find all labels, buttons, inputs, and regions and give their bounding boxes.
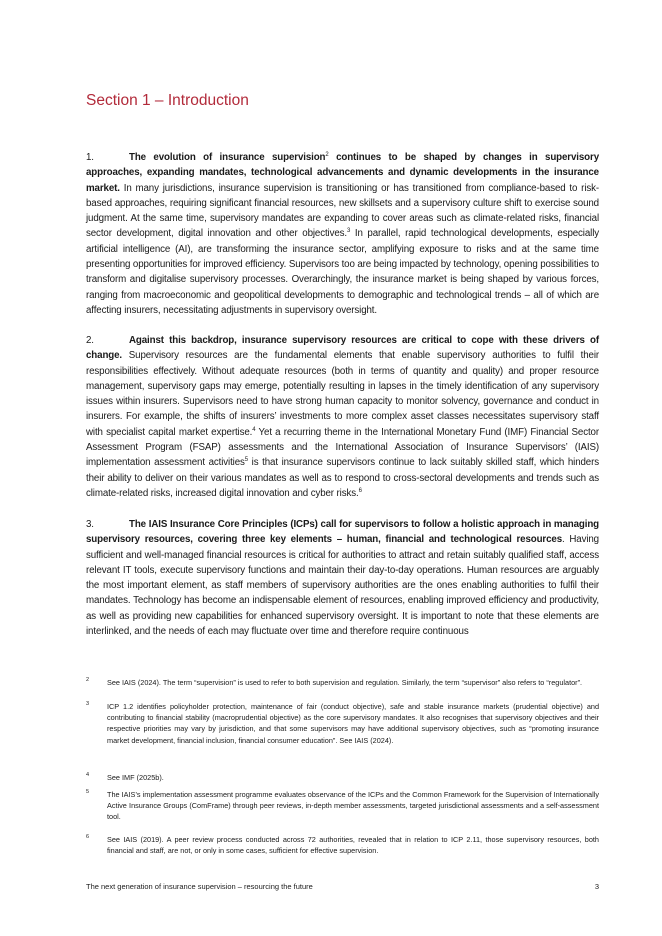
footnote-number: 6 — [86, 834, 90, 840]
paragraph-text: Supervisory resources are the fundamental elements that enable supervisory authorities to fulfil their responsibilities effectively. Without adequate resources (both in terms of quantity and quality) and proper resource management, supervisory gaps may emerge, potentially resulting in lapses in the timely identification of any supervisory issues within insurers. Supervisors need to have strong human capacity to monitor solvency, governance and conduct in insurers. For example, the shifts of insurers’ investments to more complex asset classes necessitates supervisory staff with specialist capital market expertise. — [86, 350, 599, 438]
footnote-number: 4 — [86, 772, 90, 778]
footnote-ref[interactable]: 3 — [347, 228, 351, 235]
bold-lead: Against this backdrop, insurance supervisory resources are critical to cope with these drivers of change. — [86, 335, 599, 362]
footnote-text: See IMF (2025b). — [107, 773, 164, 782]
paragraph-number: 3. — [86, 519, 94, 530]
footnote-6 — [86, 834, 599, 856]
bold-lead: continues to be shaped by changes in supervisory approaches, expanding mandates, technological advancements and dynamic developments in the insurance market. — [86, 152, 599, 194]
paragraph-number: 2. — [86, 335, 94, 346]
bold-lead: The IAIS Insurance Core Principles (ICPs) call for supervisors to follow a holistic approach in managing supervisory resources, covering three key elements – human, financial and technological resources — [86, 519, 599, 546]
footnote-text: The IAIS’s implementation assessment programme evaluates observance of the ICPs and the Common Framework for the Supervision of Internationally Active Insurance Groups (ComFrame) through peer reviews, in-depth member assessments, targeted jurisdictional assessments and a self-assessment tool. — [107, 790, 599, 822]
paragraph-3 — [86, 517, 599, 639]
paragraph-text: is that insurance supervisors continue to lack suitably skilled staff, which hinders their ability to deliver on their various mandates as well as to respond to cross-sectoral developments and trends such as climate-related risks, increased digital innovation and cyber risks. — [86, 457, 599, 499]
section-heading: Section 1 – Introduction — [86, 92, 249, 109]
footnote-text: See IAIS (2024). The term “supervision” is used to refer to both supervision and regulation. Similarly, the term “supervisor” also refers to “regulator”. — [107, 678, 583, 687]
footer-title: The next generation of insurance supervision – resourcing the future — [86, 882, 313, 891]
paragraph-text: . Having sufficient and well-managed financial resources is critical for authorities to attract and retain suitably qualified staff, access relevant IT tools, execute supervisory functions and maintain their day-to-day operations. Human resources are arguably the most important element, as staff members of supervisory authorities are the ones enabling authorities to fulfil their mandates. Technology has become an indispensable element of resources, enabling improved efficiency and productivity, as well as providing new capabilities for enhanced supervisory oversight. It is important to note that these elements are interlinked, and the needs of each may fluctuate over time and therefore require continuous — [86, 534, 599, 638]
footnote-ref[interactable]: 2 — [325, 151, 329, 158]
footnote-ref[interactable]: 6 — [358, 487, 362, 494]
footnote-text: See IAIS (2019). A peer review process conducted across 72 authorities, revealed that in relation to ICP 2.11, those supervisory resources, both financial and staff, are not, or only in some cases, sufficient for effective supervision. — [107, 835, 599, 856]
page-footer — [86, 882, 599, 891]
paragraph-number: 1. — [86, 152, 94, 163]
footnote-number: 5 — [86, 789, 90, 795]
paragraph-2 — [86, 333, 599, 501]
footnote-2 — [86, 677, 599, 688]
footnote-3 — [86, 701, 599, 746]
page-number: 3 — [594, 882, 599, 891]
paragraph-text: In parallel, rapid technological developments, especially artificial intelligence (AI), are transforming the insurance sector, amplifying exposure to risks and at the same time presenting opportunities for improved efficiency. Supervisors too are being impacted by technology, opening possibilities to transform and digitalise supervisory processes. Overarchingly, the insurance market is being shaped by various forces, ranging from macroeconomic and geopolitical developments to demographic and technological trends – all of which are affecting insurers, necessitating adjustments in supervisory oversight. — [86, 228, 600, 316]
paragraph-1 — [86, 150, 599, 318]
footnote-text: ICP 1.2 identifies policyholder protection, maintenance of fair (conduct objective), safe and stable insurance markets (prudential objective) and contributing to financial stability (macroprudential objective) as the core supervisory mandates. It also recognises that supervisory objectives and their respective priorities may vary by jurisdiction, and that some supervisors may have additional supervisory objectives, such as “promoting insurance market development, financial inclusion, financial consumer education”. See IAIS (2024). — [107, 702, 599, 745]
footnote-5 — [86, 789, 599, 823]
paragraph-text: Yet a recurring theme in the International Monetary Fund (IMF) Financial Sector Assessment Program (FSAP) assessments and the International Association of Insurance Supervisors’ (IAIS) implementation assessment activities — [86, 426, 599, 469]
footnote-4 — [86, 772, 599, 783]
footnote-ref[interactable]: 5 — [244, 457, 248, 464]
footnote-number: 2 — [86, 677, 90, 683]
paragraph-text: In many jurisdictions, insurance supervision is transitioning or has transitioned from compliance-based to risk-based approaches, requiring significant financial resources, new skillsets and a supervisory culture shift to exercise sound judgment. At the same time, supervisory mandates are expanding to cover areas such as climate-related risks, financial sector development, digital innovation and other objectives. — [86, 182, 599, 240]
footnote-number: 3 — [86, 701, 90, 707]
bold-lead: The evolution of insurance supervision — [129, 152, 326, 163]
footnote-ref[interactable]: 4 — [252, 426, 256, 433]
